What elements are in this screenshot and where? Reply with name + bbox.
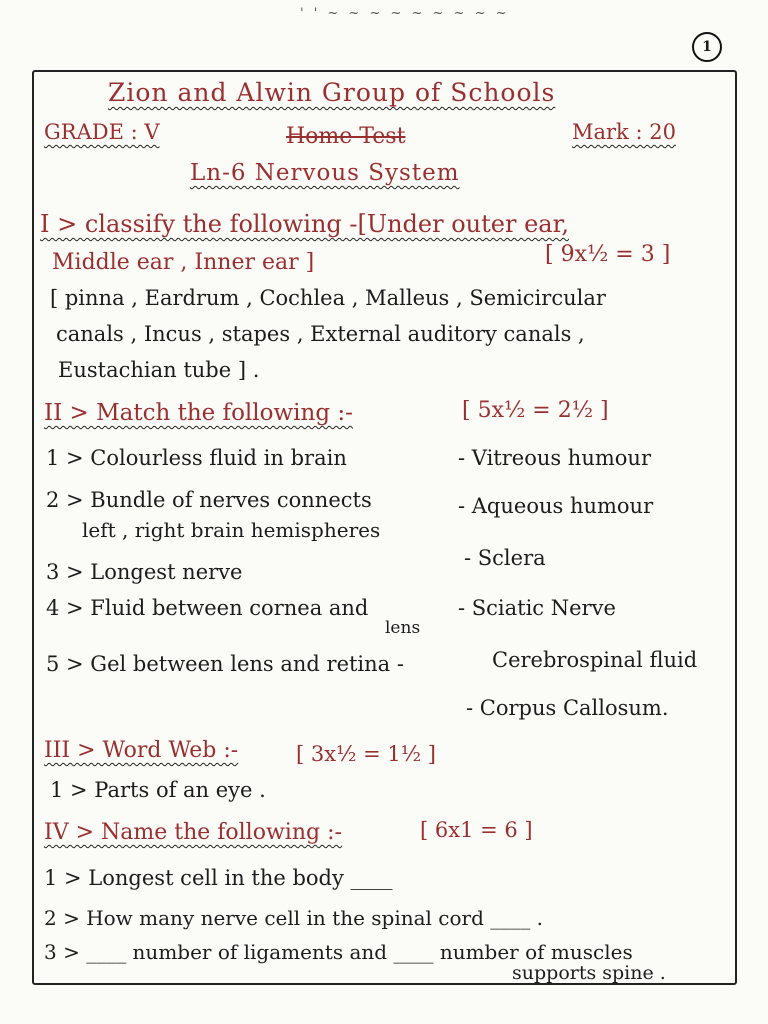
section-2-marks: [ 5x½ = 2½ ] xyxy=(462,398,609,423)
match-right-item: Cerebrospinal fluid xyxy=(492,648,698,672)
classify-words-line-3: Eustachian tube ] . xyxy=(58,358,260,382)
classify-words-line-2: canals , Incus , stapes , External auditory canals , xyxy=(56,322,585,346)
match-left-item: 1 > Colourless fluid in brain xyxy=(46,446,347,470)
match-left-item: 5 > Gel between lens and retina - xyxy=(46,652,404,676)
grade-label: GRADE : V xyxy=(44,120,160,144)
match-right-item: - Vitreous humour xyxy=(458,446,651,470)
name-item: 2 > How many nerve cell in the spinal cord ____ . xyxy=(44,906,543,930)
section-1-marks: [ 9x½ = 3 ] xyxy=(545,242,671,267)
section-3-title: III > Word Web :- xyxy=(44,738,239,763)
name-item: 1 > Longest cell in the body ____ xyxy=(44,866,393,890)
match-right-item: - Corpus Callosum. xyxy=(466,696,669,720)
match-left-item: 3 > Longest nerve xyxy=(46,560,243,584)
match-right-item: - Sciatic Nerve xyxy=(458,596,616,620)
section-3-marks: [ 3x½ = 1½ ] xyxy=(296,742,436,766)
lesson-title: Ln-6 Nervous System xyxy=(190,160,460,186)
match-right-item: - Aqueous humour xyxy=(458,494,654,518)
section-1-title: I > classify the following -[Under outer ear, xyxy=(40,210,570,238)
match-left-item: lens xyxy=(385,618,421,638)
page-number: 1 xyxy=(692,32,722,62)
mark-label: Mark : 20 xyxy=(572,120,676,144)
match-left-item: 4 > Fluid between cornea and xyxy=(46,596,369,620)
section-1-title-cont: Middle ear , Inner ear ] xyxy=(52,250,315,275)
name-item: 3 > ____ number of ligaments and ____ number of muscles xyxy=(44,940,633,964)
school-title: Zion and Alwin Group of Schools xyxy=(108,78,556,107)
top-scribble: ' ' ~ ~ ~ ~ ~ ~ ~ ~ ~ xyxy=(300,6,510,21)
classify-words-line-1: [ pinna , Eardrum , Cochlea , Malleus , Semicircular xyxy=(50,286,606,310)
match-left-item: 2 > Bundle of nerves connects xyxy=(46,488,372,512)
match-right-item: - Sclera xyxy=(464,546,546,570)
word-web-item: 1 > Parts of an eye . xyxy=(50,778,266,802)
section-4-title: IV > Name the following :- xyxy=(44,820,342,845)
section-2-title: II > Match the following :- xyxy=(44,400,353,426)
section-4-marks: [ 6x1 = 6 ] xyxy=(420,818,533,842)
test-title: Home Test xyxy=(286,124,406,149)
name-item: supports spine . xyxy=(512,962,666,984)
match-left-item: left , right brain hemispheres xyxy=(82,518,381,542)
